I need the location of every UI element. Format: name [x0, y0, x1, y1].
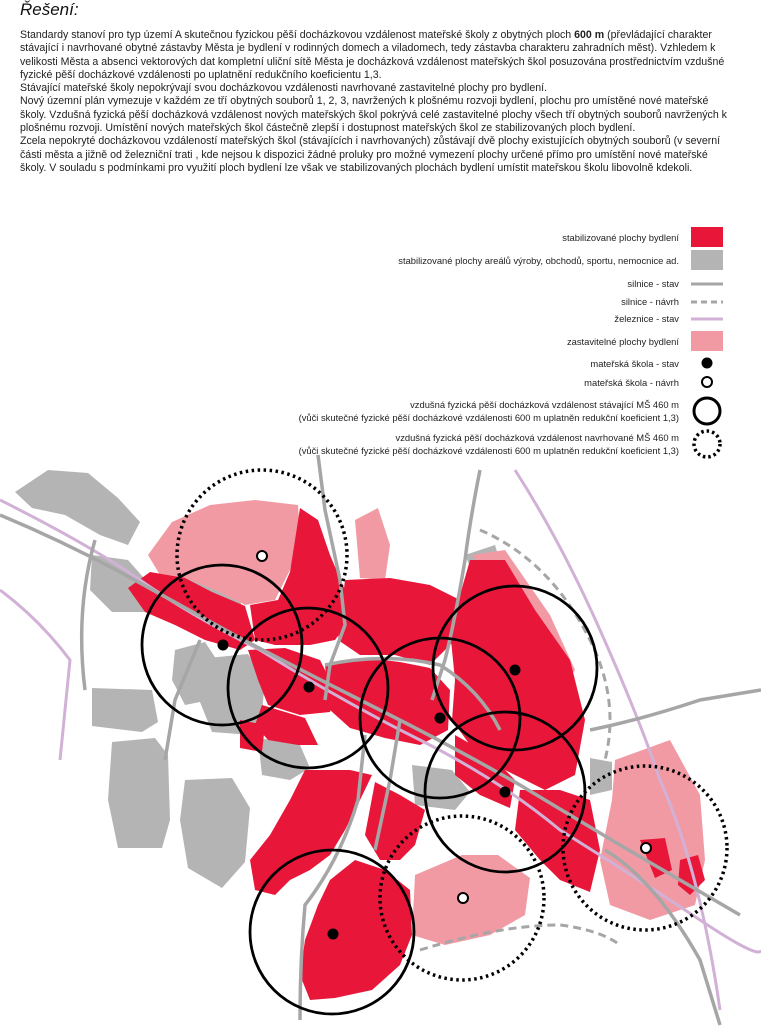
areal-area — [15, 470, 140, 545]
areal-area — [590, 758, 612, 795]
kindergarten-existing — [328, 929, 339, 940]
railway-line — [0, 590, 70, 760]
proposed-housing-area — [412, 855, 530, 945]
proposed-housing-area — [355, 508, 390, 580]
areal-area — [108, 738, 170, 848]
kindergarten-existing — [218, 640, 229, 651]
kindergarten-existing — [304, 682, 315, 693]
legend-stabilized-areals: stabilizované plochy areálů výroby, obchodů, sportu, nemocnice ad. — [398, 250, 723, 270]
legend-kindergarten-proposed: mateřská škola - návrh — [584, 375, 723, 389]
legend-proposed-housing: zastavitelné plochy bydlení — [567, 331, 723, 351]
kindergarten-existing — [435, 713, 446, 724]
description-p4: Zcela nepokryté docházkovou vzdáleností mateřských škol (stávajících i navrhovaných) zůstávají dvě plochy existujících obytných souborů (v severní části města a jižně od železniční trati , kde nejsou k dispozici žádné proluky pro možné vymezení plochy určené přímo pro umístění nové mateřské školy. V souladu s podmínkami pro využití ploch bydlení lze však ve stabilizovaných plochách bydlení umístit mateřskou školu libovolně kdekoli. — [20, 135, 721, 174]
legend-road-existing: silnice - stav — [627, 277, 723, 290]
legend-kindergarten-existing: mateřská škola - stav — [590, 356, 723, 370]
page-title: Řešení: — [20, 0, 79, 19]
kindergarten-existing — [510, 665, 521, 676]
legend-distance-existing: vzdušná fyzická pěší docházková vzdálenost stávající MŠ 460 m (vůči skutečné fyzické pěší docházkové vzdálenosti 600 m uplatněn redukční koeficient 1,3) — [299, 395, 723, 427]
description-p1: Standardy stanoví pro typ území A skutečnou fyzickou pěší docházkovou vzdálenost mateřské školy z obytných ploch 600 m (převládající charakter stávající i navrhované obytné zástavby Města je bydlení v rodinných domech a viladomech, tedy zástavba charakteru zahradních měst). Vzhledem k velikosti Města a absenci vektorových dat kompletní uliční sítě Města je docházková vzdálenost mateřských škol posuzována prostřednictvím vzdušné fyzické pěší docházkové vzdálenosti po uplatnění redukčního koeficientu 1,3. — [20, 29, 725, 81]
legend-distance-proposed: vzdušná fyzická pěší docházková vzdálenost navrhované MŠ 460 m (vůči skutečné fyzické pěší docházkové vzdálenosti 600 m uplatněn redukční koeficient 1,3) — [299, 428, 723, 460]
legend-railway: železnice - stav — [614, 312, 723, 325]
areal-area — [92, 688, 158, 732]
kindergarten-proposed — [641, 843, 651, 853]
kindergarten-proposed — [257, 551, 267, 561]
kindergarten-existing — [500, 787, 511, 798]
kindergarten-proposed — [458, 893, 468, 903]
description-p2: Stávající mateřské školy nepokrývají svou docházkovou vzdálenosti navrhované zastavitelné plochy pro bydlení. — [20, 82, 548, 95]
housing-area — [338, 578, 460, 665]
legend-road-proposed: silnice - návrh — [621, 295, 723, 308]
description-p3: Nový územní plán vymezuje v každém ze tří obytných souborů 1, 2, 3, navržených k plošnému rozvoji bydlení, plochu pro umístěné nové mateřské školy. Vzdušná fyzická pěší docházková vzdálenost nových mateřských škol pokrývá celé zastavitelné plochy všech tří obytných souborů navržených k plošnému rozvoji. Umístění nových mateřských škol částečně zlepší i dostupnost mateřských škol ze stabilizovaných ploch bydlení. — [20, 95, 727, 135]
legend-stabilized-housing: stabilizované plochy bydlení — [562, 227, 723, 247]
areal-area — [180, 778, 250, 888]
road — [590, 690, 761, 730]
